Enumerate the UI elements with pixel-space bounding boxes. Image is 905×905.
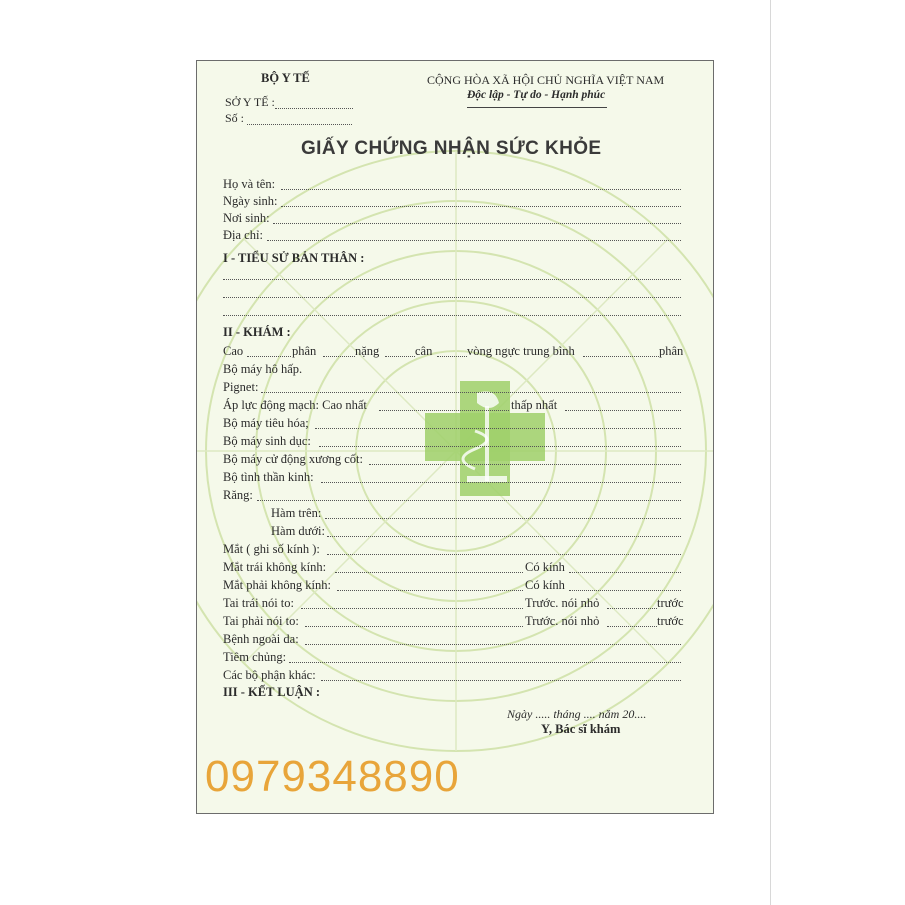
right-ear-before-label: trước (657, 614, 684, 628)
chest-field[interactable] (583, 356, 659, 357)
address-label: Địa chỉ: (223, 228, 263, 242)
doctor-signature-label: Y, Bác sĩ khám (541, 722, 621, 736)
right-ear-whisper-field[interactable] (607, 626, 657, 627)
pignet-label: Pignet: (223, 380, 259, 394)
upper-jaw-label: Hàm trên: (271, 506, 322, 520)
dob-label: Ngày sinh: (223, 194, 278, 208)
biography-line-2[interactable] (223, 297, 681, 298)
number-field[interactable] (247, 124, 352, 125)
height-label: Cao (223, 344, 244, 358)
chest-field-pre[interactable] (437, 356, 467, 357)
left-eye-glasses-field[interactable] (569, 572, 681, 573)
right-eye-glasses-label: Có kính (525, 578, 565, 592)
right-ear-whisper-label: Trước. nói nhỏ (525, 614, 600, 628)
name-field[interactable] (281, 189, 681, 190)
weight-unit: cân (415, 344, 433, 358)
nervous-label: Bộ tình thần kinh: (223, 470, 314, 484)
skin-disease-field[interactable] (305, 644, 681, 645)
vaccination-field[interactable] (289, 662, 681, 663)
left-ear-whisper-label: Trước. nói nhỏ (525, 596, 600, 610)
digestive-field[interactable] (315, 428, 681, 429)
teeth-label: Răng: (223, 488, 253, 502)
musculoskeletal-field[interactable] (369, 464, 681, 465)
page-title: GIẤY CHỨNG NHẬN SỨC KHỎE (301, 138, 602, 159)
right-ear-loud-field[interactable] (305, 626, 523, 627)
reproductive-label: Bộ máy sinh dục: (223, 434, 311, 448)
blood-pressure-high-field[interactable] (379, 410, 509, 411)
other-parts-label: Các bộ phận khác: (223, 668, 316, 682)
birthplace-field[interactable] (273, 223, 681, 224)
chest-unit: phân (659, 344, 684, 358)
musculoskeletal-label: Bộ máy cử động xương cốt: (223, 452, 363, 466)
blood-pressure-low-field[interactable] (565, 410, 681, 411)
upper-jaw-field[interactable] (325, 518, 681, 519)
biography-line-1[interactable] (223, 279, 681, 280)
reproductive-field[interactable] (319, 446, 681, 447)
country-name: CỘNG HÒA XÃ HỘI CHỦ NGHĨA VIỆT NAM (427, 73, 665, 87)
right-eye-label: Mắt phải không kính: (223, 578, 331, 592)
skin-disease-label: Bệnh ngoài da: (223, 632, 299, 646)
lower-jaw-label: Hàm dưới: (271, 524, 326, 538)
respiratory-label: Bộ máy hô hấp. (223, 362, 303, 376)
national-motto: Độc lập - Tự do - Hạnh phúc (467, 89, 606, 101)
department-field[interactable] (275, 108, 353, 109)
blood-pressure-label: Áp lực động mạch: Cao nhất (223, 398, 367, 412)
digestive-label: Bộ máy tiêu hóa; (223, 416, 309, 430)
chest-label: vòng ngực trung bình (467, 344, 575, 358)
vaccination-label: Tiêm chủng: (223, 650, 287, 664)
eyes-field[interactable] (327, 554, 681, 555)
nervous-field[interactable] (321, 482, 681, 483)
name-label: Họ và tên: (223, 177, 276, 191)
weight-label: nặng (355, 344, 380, 358)
pignet-field[interactable] (261, 392, 681, 393)
section-exam-heading: II - KHÁM : (223, 325, 291, 339)
left-eye-field[interactable] (335, 572, 523, 573)
blood-pressure-low-label: thấp nhất (511, 398, 558, 412)
left-eye-label: Mắt trái không kính: (223, 560, 327, 574)
health-certificate-form (196, 60, 714, 814)
height-field[interactable] (247, 356, 291, 357)
right-ear-label: Tai phải nói to: (223, 614, 299, 628)
page-edge-line (770, 0, 771, 905)
section-biography-heading: I - TIỂU SỬ BẢN THÂN : (223, 251, 365, 265)
weight-field[interactable] (323, 356, 355, 357)
weight-value-field[interactable] (385, 356, 415, 357)
lower-jaw-field[interactable] (327, 536, 681, 537)
left-eye-glasses-label: Có kính (525, 560, 565, 574)
ministry-name: BỘ Y TẾ (261, 71, 310, 85)
department-label: SỞ Y TẾ : (225, 95, 275, 109)
left-ear-loud-field[interactable] (301, 608, 523, 609)
left-ear-whisper-field[interactable] (607, 608, 657, 609)
left-ear-label: Tai trái nói to: (223, 596, 294, 610)
dob-field[interactable] (281, 206, 681, 207)
address-field[interactable] (267, 240, 681, 241)
eyes-label: Mắt ( ghi số kính ): (223, 542, 320, 556)
section-conclusion-heading: III - KẾT LUẬN : (223, 685, 321, 699)
left-ear-before-label: trước (657, 596, 684, 610)
teeth-field[interactable] (257, 500, 681, 501)
phone-number-overlay: 0979348890 (205, 752, 460, 801)
biography-line-3[interactable] (223, 315, 681, 316)
date-line: Ngày ..... tháng .... năm 20.... (507, 707, 647, 721)
motto-underline (467, 107, 607, 108)
height-unit: phân (292, 344, 317, 358)
other-parts-field[interactable] (321, 680, 681, 681)
number-label: Số : (225, 111, 245, 125)
birthplace-label: Nơi sinh: (223, 211, 270, 225)
right-eye-glasses-field[interactable] (569, 590, 681, 591)
right-eye-field[interactable] (337, 590, 523, 591)
